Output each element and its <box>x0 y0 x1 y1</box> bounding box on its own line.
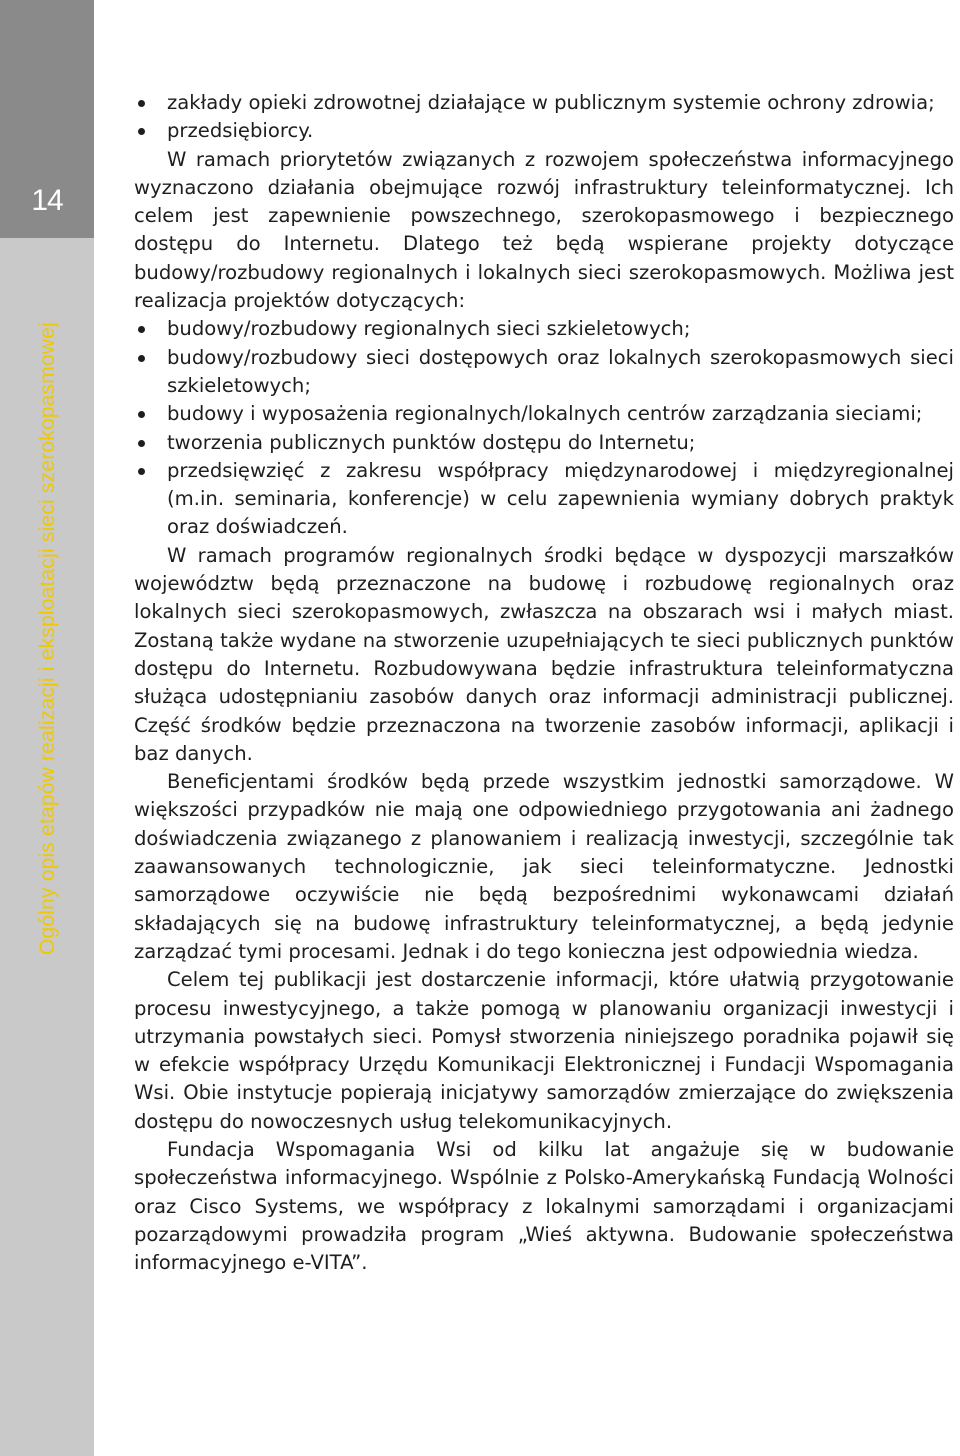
sidebar-page-number-block <box>0 0 94 238</box>
page-sidebar <box>0 0 94 1456</box>
paragraph: Celem tej publikacji jest dostarczenie informacji, które ułatwią przygotowanie procesu inwestycyjnego, a także pomogą w planowaniu organizacji inwestycji i utrzymania powstałych sieci. Pomysł stworzenia niniejszego poradnika pojawił się w efekcie współpracy Urzędu Komunikacji Elektronicznej i Fundacji Wspomagania Wsi. Obie instytucje popierają inicjatywy samorządów zmierzające do zwiększenia dostępu do nowoczesnych usług telekomunikacyjnych. <box>134 968 954 1133</box>
list-item: przedsięwzięć z zakresu współpracy międzynarodowej i międzyregionalnej (m.in. seminaria, konferencje) w celu zapewnienia wymiany dobrych praktyk oraz doświadczeń. <box>134 457 954 542</box>
paragraph: Fundacja Wspomagania Wsi od kilku lat angażuje się w budowanie społeczeństwa informacyjnego. Wspólnie z Polsko-Amerykańską Fundacją Wolności oraz Cisco Systems, we współpracy z lokalnymi samorządami i organizacjami pozarządowymi prowadziła program „Wieś aktywna. Budowanie społeczeństwa informacyjnego e-VITA”. <box>134 1137 954 1275</box>
list-item: zakłady opieki zdrowotnej działające w publicznym systemie ochrony zdrowia; <box>134 89 954 117</box>
page-body <box>134 89 954 1277</box>
list-item: budowy/rozbudowy sieci dostępowych oraz lokalnych szerokopasmowych sieci szkieletowych; <box>134 344 954 401</box>
paragraph: W ramach programów regionalnych środki będące w dyspozycji marszałków województw będą przeznaczone na budowę i rozbudowę regionalnych oraz lokalnych sieci szerokopasmowych, zwłaszcza na obszarach wsi i małych miast. Zostaną także wydane na stworzenie uzupełniających te sieci publicznych punktów dostępu do Internetu. Rozbudowywana będzie infrastruktura teleinformatyczna służąca udostępnianiu zasobów danych oraz informacji administracji publicznej. Część środków będzie przeznaczona na tworzenie zasobów informacji, aplikacji i baz danych. <box>134 543 954 765</box>
bullet-list-2 <box>134 315 954 541</box>
page-number: 14 <box>31 184 63 217</box>
list-item: tworzenia publicznych punktów dostępu do Internetu; <box>134 429 954 457</box>
list-item: przedsiębiorcy. <box>134 117 954 145</box>
paragraph: W ramach priorytetów związanych z rozwojem społeczeństwa informacyjnego wyznaczono działania obejmujące rozwój infrastruktury teleinformatycznej. Ich celem jest zapewnienie powszechnego, szerokopasmowego i bezpiecznego dostępu do Internetu. Dlatego też będą wspierane projekty dotyczące budowy/rozbudowy regionalnych i lokalnych sieci szerokopasmowych. Możliwa jest realizacja projektów dotyczących: <box>134 147 954 313</box>
list-item: budowy i wyposażenia regionalnych/lokalnych centrów zarządzania sieciami; <box>134 400 954 428</box>
bullet-list-1 <box>134 89 954 146</box>
running-title: Ogólny opis etapów realizacji i eksploatacji sieci szerokopasmowej <box>36 322 59 955</box>
paragraph: Beneficjentami środków będą przede wszystkim jednostki samorządowe. W większości przypadków nie mają one odpowiedniego przygotowania ani żadnego doświadczenia związanego z planowaniem i realizacją inwestycji, szczególnie tak zaawansowanych technologicznie, jak sieci teleinformatyczne. Jednostki samorządowe oczywiście nie będą bezpośrednimi wykonawcami działań składających się na budowę infrastruktury teleinformatycznej, a będą jedynie zarządzać tymi procesami. Jednak i do tego konieczna jest odpowiednia wiedza. <box>134 770 954 963</box>
list-item: budowy/rozbudowy regionalnych sieci szkieletowych; <box>134 315 954 343</box>
